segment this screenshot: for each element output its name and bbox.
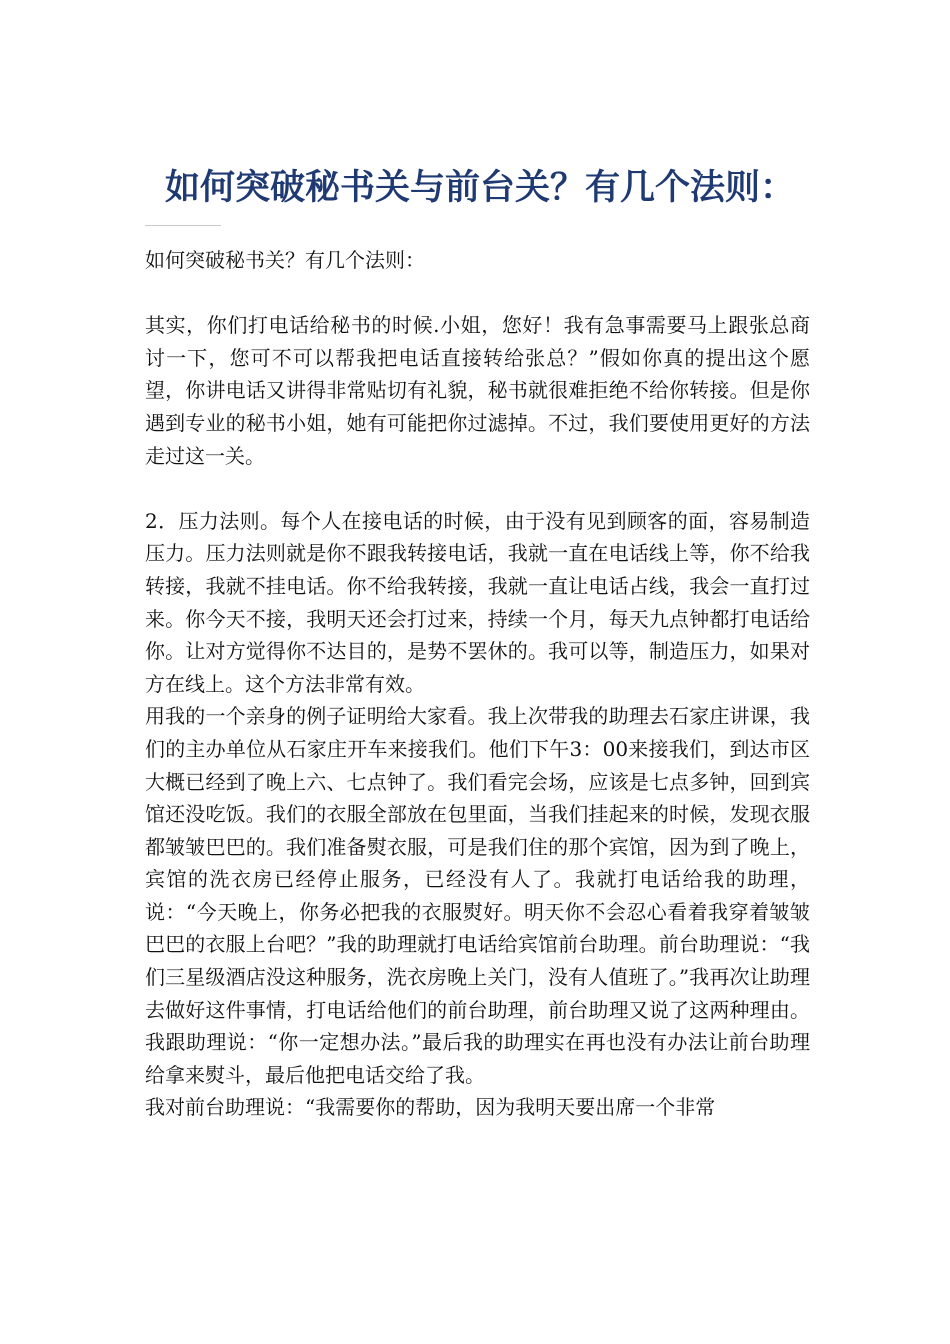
- document-body: [145, 244, 810, 1124]
- paragraph-front-desk: 我对前台助理说：“我需要你的帮助，因为我明天要出席一个非常: [145, 1095, 716, 1120]
- paragraph-pressure-rule: 2．压力法则。每个人在接电话的时候，由于没有见到顾客的面，容易制造压力。压力法则就是你不跟我转接电话，我就一直在电话线上等，你不给我转接，我就不挂电话。你不给我转接，我就一直让电话占线，我会一直打过来。你今天不接，我明天还会打过来，持续一个月，每天九点钟都打电话给你。让对方觉得你不达目的，是势不罢休的。我可以等，制造压力，如果对方在线上。这个方法非常有效。: [145, 508, 810, 696]
- paragraph-spacer: [145, 277, 810, 310]
- title-divider: [145, 225, 221, 226]
- document-title: 如何突破秘书关与前台关？有几个法则：: [164, 167, 795, 208]
- paragraph-secretary: 其实，你们打电话给秘书的时候.小姐，您好！我有急事需要马上跟张总商讨一下，您可不可以帮我把电话直接转给张总？”假如你真的提出这个愿望，你讲电话又讲得非常贴切有礼貌，秘书就很难拒绝不给你转接。但是你遇到专业的秘书小姐，她有可能把你过滤掉。不过，我们要使用更好的方法走过这一关。: [145, 313, 810, 468]
- paragraph-example: 用我的一个亲身的例子证明给大家看。我上次带我的助理去石家庄讲课，我们的主办单位从石家庄开车来接我们。他们下午3：00来接我们，到达市区大概已经到了晚上六、七点钟了。我们看完会场，应该是七点多钟，回到宾馆还没吃饭。我们的衣服全部放在包里面，当我们挂起来的时候，发现衣服都皱皱巴巴的。我们准备熨衣服，可是我们住的那个宾馆，因为到了晚上，宾馆的洗衣房已经停止服务，已经没有人了。我就打电话给我的助理，说：“今天晚上，你务必把我的衣服熨好。明天你不会忍心看着我穿着皱皱巴巴的衣服上台吧？”我的助理就打电话给宾馆前台助理。前台助理说：“我们三星级酒店没这种服务，洗衣房晚上关门，没有人值班了。”我再次让助理去做好这件事情，打电话给他们的前台助理，前台助理又说了这两种理由。我跟助理说：“你一定想办法。”最后我的助理实在再也没有办法让前台助理给拿来熨斗，最后他把电话交给了我。: [145, 704, 810, 1087]
- paragraph-spacer: [145, 472, 810, 505]
- paragraph-intro: 如何突破秘书关？有几个法则：: [145, 248, 425, 272]
